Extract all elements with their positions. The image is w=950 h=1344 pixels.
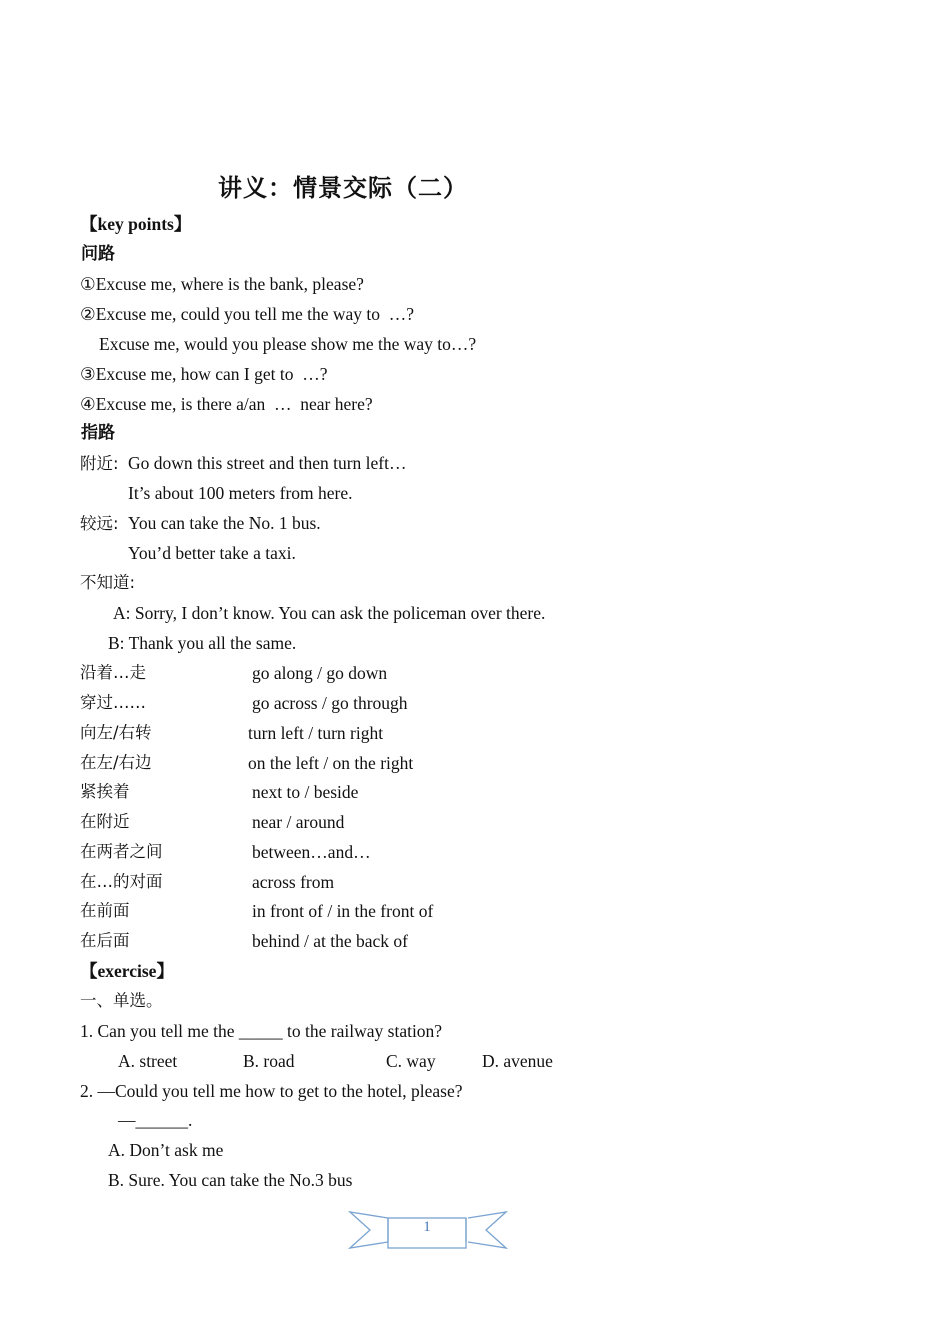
phrase-en: turn left / turn right (248, 723, 384, 743)
phrase-cn: 沿着…走 (80, 663, 146, 682)
far-line: You’d better take a taxi. (128, 543, 296, 563)
asking-line: ③Excuse me, how can I get to …? (80, 364, 328, 384)
phrase-en: on the left / on the right (248, 753, 414, 773)
phrase-cn: 穿过…… (80, 693, 146, 712)
phrase-cn: 在后面 (80, 931, 130, 950)
phrase-cn: 在左/右边 (80, 753, 152, 772)
phrase-en: in front of / in the front of (252, 901, 434, 921)
phrase-en: next to / beside (252, 782, 359, 802)
option: D. avenue (482, 1051, 553, 1071)
near-line: It’s about 100 meters from here. (128, 483, 353, 503)
far-label: 较远: (80, 514, 119, 533)
answer-blank: —______. (118, 1110, 193, 1130)
phrase-en: across from (252, 872, 335, 892)
directing-heading: 指路 (81, 423, 115, 443)
page-number: 1 (423, 1219, 431, 1235)
phrase-cn: 在两者之间 (80, 842, 163, 861)
near-label: 附近: (80, 454, 119, 473)
phrase-en: go along / go down (252, 663, 388, 683)
asking-line: ②Excuse me, could you tell me the way to …? (80, 304, 415, 324)
phrase-en: near / around (252, 812, 345, 832)
phrase-cn: 在…的对面 (80, 872, 163, 891)
asking-line: ①Excuse me, where is the bank, please? (80, 274, 364, 294)
exercise-heading: 【exercise】 (80, 961, 174, 981)
phrase-en: between…and… (252, 842, 371, 862)
question-2: 2. —Could you tell me how to get to the hotel, please? (80, 1081, 463, 1101)
phrase-en: go across / go through (252, 693, 408, 713)
phrase-cn: 向左/右转 (80, 723, 152, 742)
phrase-cn: 在附近 (80, 812, 130, 831)
near-line: Go down this street and then turn left… (128, 453, 407, 473)
option: A. street (118, 1051, 178, 1071)
key-points-heading: 【key points】 (80, 214, 192, 234)
page-title: 讲义：情景交际（二） (218, 174, 468, 202)
option: A. Don’t ask me (108, 1140, 224, 1160)
asking-line: ④Excuse me, is there a/an … near here? (80, 394, 373, 414)
far-line: You can take the No. 1 bus. (128, 513, 321, 533)
asking-heading: 问路 (81, 244, 115, 264)
unknown-label: 不知道: (80, 573, 136, 592)
option: B. road (243, 1051, 295, 1071)
exercise-section: 一、单选。 (80, 991, 163, 1010)
unknown-line: B: Thank you all the same. (108, 633, 297, 653)
unknown-line: A: Sorry, I don’t know. You can ask the policeman over there. (113, 603, 546, 623)
option: C. way (386, 1051, 436, 1071)
phrase-cn: 紧挨着 (80, 782, 130, 801)
question-1: 1. Can you tell me the _____ to the railway station? (80, 1021, 443, 1041)
asking-line: Excuse me, would you please show me the way to…? (99, 334, 477, 354)
option: B. Sure. You can take the No.3 bus (108, 1170, 353, 1190)
phrase-cn: 在前面 (80, 901, 130, 920)
phrase-en: behind / at the back of (252, 931, 408, 951)
